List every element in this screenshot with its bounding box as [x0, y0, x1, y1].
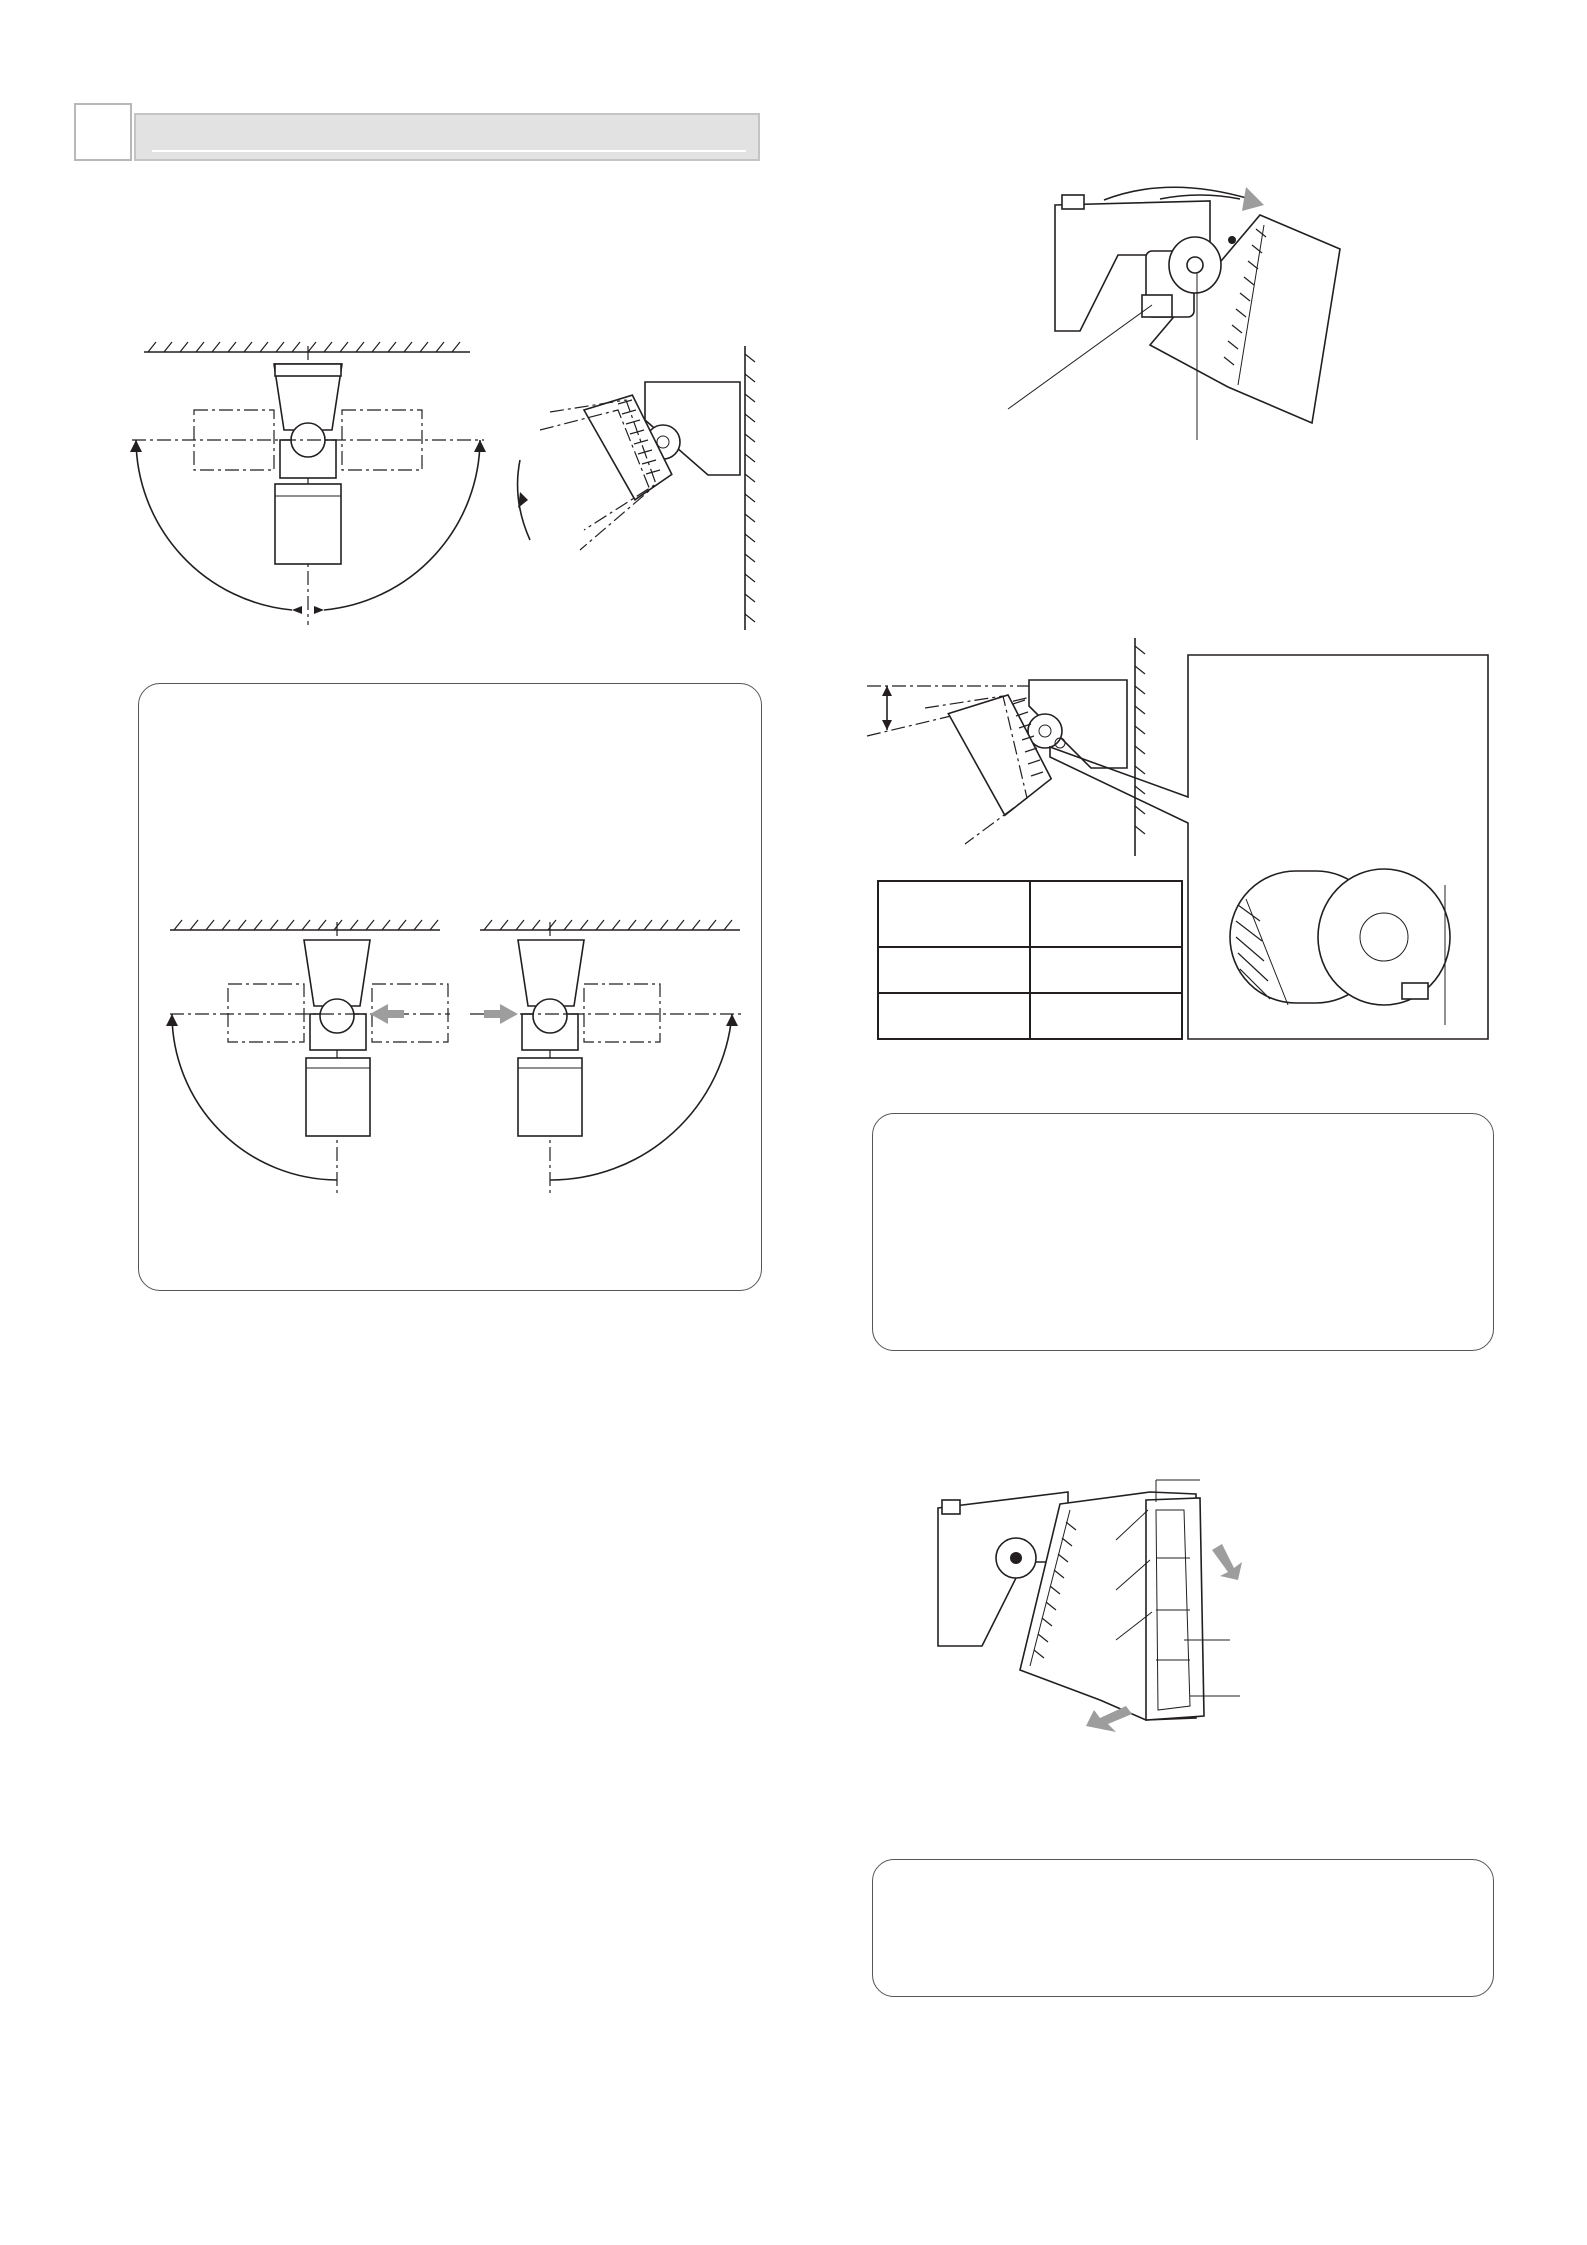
rotation-limit-left-diagram	[160, 918, 450, 1198]
note-box-tilt	[872, 1113, 1494, 1351]
vertical-tilt-diagram	[500, 340, 760, 630]
table-cell	[1030, 947, 1182, 993]
tilt-angle-table	[877, 880, 1183, 1040]
table-cell	[878, 993, 1030, 1039]
horizontal-rotation-diagram	[120, 340, 480, 630]
rotation-limit-right-diagram	[470, 918, 750, 1198]
table-cell	[1030, 881, 1182, 947]
grille-removal-diagram	[920, 1470, 1250, 1750]
title-rule	[152, 150, 746, 152]
table-cell	[878, 881, 1030, 947]
table-cell	[878, 947, 1030, 993]
section-title-bar	[134, 113, 760, 161]
note-box-grille	[872, 1859, 1494, 1997]
table-cell	[1030, 993, 1182, 1039]
bracket-screw-diagram	[1000, 155, 1360, 440]
section-number-box	[74, 103, 132, 161]
